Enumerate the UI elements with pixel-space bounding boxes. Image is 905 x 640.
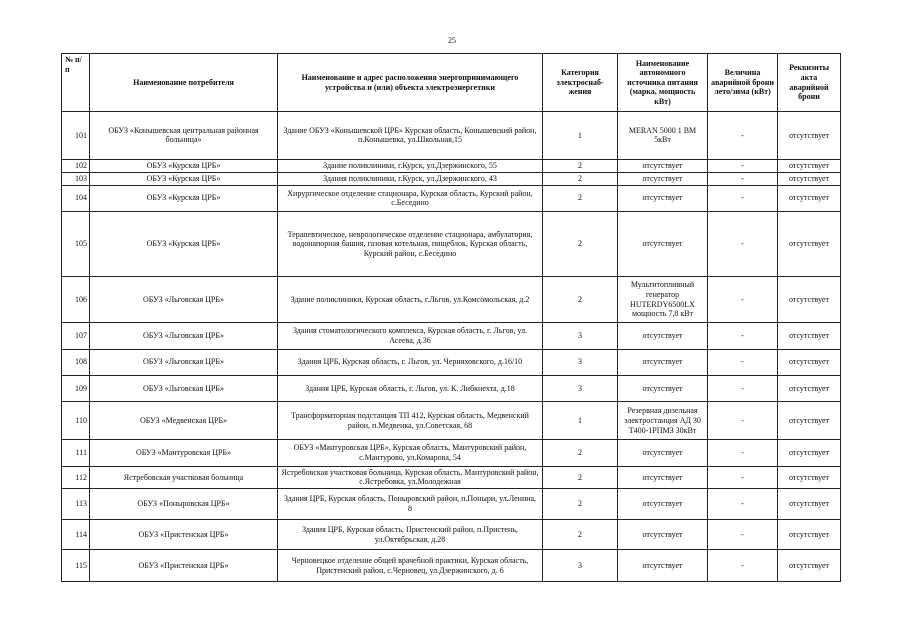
row-consumer: ОБУЗ «Курская ЦРБ»: [90, 212, 278, 277]
row-number: 112: [62, 466, 90, 489]
row-address: Здания ЦРБ, Курская область, г. Льгов, ул. Черняховского, д.16/10: [278, 349, 543, 375]
page-number: 25: [448, 36, 456, 45]
row-number: 113: [62, 489, 90, 520]
row-act-details: отсутствует: [778, 277, 841, 323]
row-act-details: отсутствует: [778, 212, 841, 277]
row-category: 3: [543, 376, 618, 402]
row-consumer: ОБУЗ «Курская ЦРБ»: [90, 172, 278, 185]
row-reserve-value: -: [708, 185, 778, 211]
table-row: [62, 489, 841, 520]
row-consumer: Ястребовская участковая больница: [90, 466, 278, 489]
row-reserve-value: -: [708, 349, 778, 375]
row-address: Здание ОБУЗ «Конышевской ЦРБ» Курская область, Конышевский район, п.Конышевка, ул.Школьная,15: [278, 112, 543, 160]
row-reserve-value: -: [708, 376, 778, 402]
row-reserve-value: -: [708, 159, 778, 172]
row-consumer: ОБУЗ «Льговская ЦРБ»: [90, 323, 278, 349]
row-address: ОБУЗ «Мантуровская ЦРБ», Курская область, Мантуровский район, с.Мантурово, ул.Комарова, 54: [278, 440, 543, 466]
table-row: [62, 402, 841, 440]
row-number: 110: [62, 402, 90, 440]
row-act-details: отсутствует: [778, 323, 841, 349]
row-act-details: отсутствует: [778, 550, 841, 582]
row-reserve-value: -: [708, 466, 778, 489]
row-power-source: отсутствует: [618, 172, 708, 185]
header-power-source: Наименование автономного источника питания (марка, мощность кВт): [618, 54, 708, 112]
header-act-details: Реквизиты акта аварийной брони: [778, 54, 841, 112]
row-power-source: отсутствует: [618, 519, 708, 550]
row-act-details: отсутствует: [778, 185, 841, 211]
row-address: Трансформаторная подстанция ТП 412, Курская область, Медвенский район, п.Медвенка, ул.Советская, 68: [278, 402, 543, 440]
row-number: 108: [62, 349, 90, 375]
table-row: [62, 112, 841, 160]
row-power-source: отсутствует: [618, 489, 708, 520]
row-category: 2: [543, 185, 618, 211]
row-act-details: отсутствует: [778, 112, 841, 160]
table-row: [62, 212, 841, 277]
table-row: [62, 172, 841, 185]
row-reserve-value: -: [708, 550, 778, 582]
row-number: 101: [62, 112, 90, 160]
row-power-source: Резервная дизельная электростанция АД 30 Т400-1РПМЗ 30кВт: [618, 402, 708, 440]
row-act-details: отсутствует: [778, 440, 841, 466]
header-number: № п/п: [62, 54, 90, 112]
row-category: 2: [543, 489, 618, 520]
row-power-source: отсутствует: [618, 212, 708, 277]
row-number: 111: [62, 440, 90, 466]
row-act-details: отсутствует: [778, 489, 841, 520]
row-consumer: ОБУЗ «Конышевская центральная районная больница»: [90, 112, 278, 160]
row-consumer: ОБУЗ «Курская ЦРБ»: [90, 159, 278, 172]
row-consumer: ОБУЗ «Пристенская ЦРБ»: [90, 519, 278, 550]
row-category: 1: [543, 112, 618, 160]
table-row: [62, 466, 841, 489]
row-consumer: ОБУЗ «Пристенская ЦРБ»: [90, 550, 278, 582]
row-power-source: отсутствует: [618, 185, 708, 211]
row-power-source: отсутствует: [618, 323, 708, 349]
row-power-source: отсутствует: [618, 376, 708, 402]
row-power-source: Мультитопливный генератор HUTERDY6500LX мощность 7,8 кВт: [618, 277, 708, 323]
table-row: [62, 440, 841, 466]
row-category: 2: [543, 212, 618, 277]
row-address: Здания поликлиники, г.Курск, ул.Дзержинского, 43: [278, 172, 543, 185]
row-address: Терапевтическое, неврологическое отделение стационара, амбулатория, водонапорная башня, газовая котельная, пищеблок, Курская область, Курский район, с.Беседино: [278, 212, 543, 277]
row-act-details: отсутствует: [778, 172, 841, 185]
row-act-details: отсутствует: [778, 159, 841, 172]
header-reserve-value: Величина аварийной брони лето/зима (кВт): [708, 54, 778, 112]
row-category: 3: [543, 323, 618, 349]
row-category: 2: [543, 440, 618, 466]
row-consumer: ОБУЗ «Курская ЦРБ»: [90, 185, 278, 211]
row-act-details: отсутствует: [778, 466, 841, 489]
table-row: [62, 550, 841, 582]
row-number: 115: [62, 550, 90, 582]
row-category: 2: [543, 172, 618, 185]
row-reserve-value: -: [708, 440, 778, 466]
row-category: 3: [543, 349, 618, 375]
row-power-source: отсутствует: [618, 466, 708, 489]
row-reserve-value: -: [708, 212, 778, 277]
row-address: Здания ЦРБ, Курская область, г. Льгов, ул. К. Либкнехта, д.18: [278, 376, 543, 402]
row-address: Здание поликлиники, Курская область, г.Льгов, ул.Комсомольская, д.2: [278, 277, 543, 323]
table-row: [62, 519, 841, 550]
row-number: 104: [62, 185, 90, 211]
row-category: 1: [543, 402, 618, 440]
header-category: Категория электроснаб-жения: [543, 54, 618, 112]
row-reserve-value: -: [708, 277, 778, 323]
row-act-details: отсутствует: [778, 519, 841, 550]
row-number: 106: [62, 277, 90, 323]
row-consumer: ОБУЗ «Медвенская ЦРБ»: [90, 402, 278, 440]
row-reserve-value: -: [708, 489, 778, 520]
row-act-details: отсутствует: [778, 376, 841, 402]
table-row: [62, 185, 841, 211]
row-power-source: отсутствует: [618, 550, 708, 582]
row-reserve-value: -: [708, 172, 778, 185]
row-consumer: ОБУЗ «Льговская ЦРБ»: [90, 349, 278, 375]
row-reserve-value: -: [708, 112, 778, 160]
row-power-source: отсутствует: [618, 349, 708, 375]
row-address: Черновецкое отделение общей врачебной практики, Курская область, Пристенский район, с.Черновец, ул.Дзержинского, д. 6: [278, 550, 543, 582]
row-address: Здания ЦРБ, Курская область, Поныровский район, п.Поныри, ул.Ленина, 8: [278, 489, 543, 520]
row-reserve-value: -: [708, 402, 778, 440]
row-number: 114: [62, 519, 90, 550]
row-reserve-value: -: [708, 519, 778, 550]
row-power-source: отсутствует: [618, 159, 708, 172]
row-category: 2: [543, 519, 618, 550]
table-row: [62, 323, 841, 349]
header-consumer: Наименование потребителя: [90, 54, 278, 112]
row-act-details: отсутствует: [778, 402, 841, 440]
table-row: [62, 376, 841, 402]
header-row: [62, 54, 841, 112]
row-address: Здания стоматологического комплекса, Курская область, г. Льгов, ул. Асеева, д.36: [278, 323, 543, 349]
row-number: 109: [62, 376, 90, 402]
row-consumer: ОБУЗ «Льговская ЦРБ»: [90, 277, 278, 323]
row-number: 103: [62, 172, 90, 185]
row-category: 2: [543, 159, 618, 172]
consumer-table: [61, 53, 841, 582]
row-power-source: отсутствует: [618, 440, 708, 466]
row-number: 105: [62, 212, 90, 277]
table-row: [62, 277, 841, 323]
header-address: Наименование и адрес расположения энергопринимающего устройства и (или) объекта электроэнергетики: [278, 54, 543, 112]
row-address: Ястребовская участковая больница, Курская область, Мантуровский район, с.Ястребовка, ул.Молодежная: [278, 466, 543, 489]
row-reserve-value: -: [708, 323, 778, 349]
row-category: 2: [543, 277, 618, 323]
row-consumer: ОБУЗ «Поныровская ЦРБ»: [90, 489, 278, 520]
row-act-details: отсутствует: [778, 349, 841, 375]
row-consumer: ОБУЗ «Мантуровская ЦРБ»: [90, 440, 278, 466]
row-address: Хирургическое отделение стационара, Курская область, Курский район, с.Беседино: [278, 185, 543, 211]
row-number: 107: [62, 323, 90, 349]
row-power-source: MERAN 5000 1 ВМ 5кВт: [618, 112, 708, 160]
row-category: 3: [543, 550, 618, 582]
row-address: Здания ЦРБ, Курская область, Пристенский район, п.Пристень, ул.Октябрьская, д.28: [278, 519, 543, 550]
table-row: [62, 159, 841, 172]
row-address: Здание поликлиники, г.Курск, ул.Дзержинского, 55: [278, 159, 543, 172]
row-consumer: ОБУЗ «Льговская ЦРБ»: [90, 376, 278, 402]
table-row: [62, 349, 841, 375]
row-category: 2: [543, 466, 618, 489]
row-number: 102: [62, 159, 90, 172]
